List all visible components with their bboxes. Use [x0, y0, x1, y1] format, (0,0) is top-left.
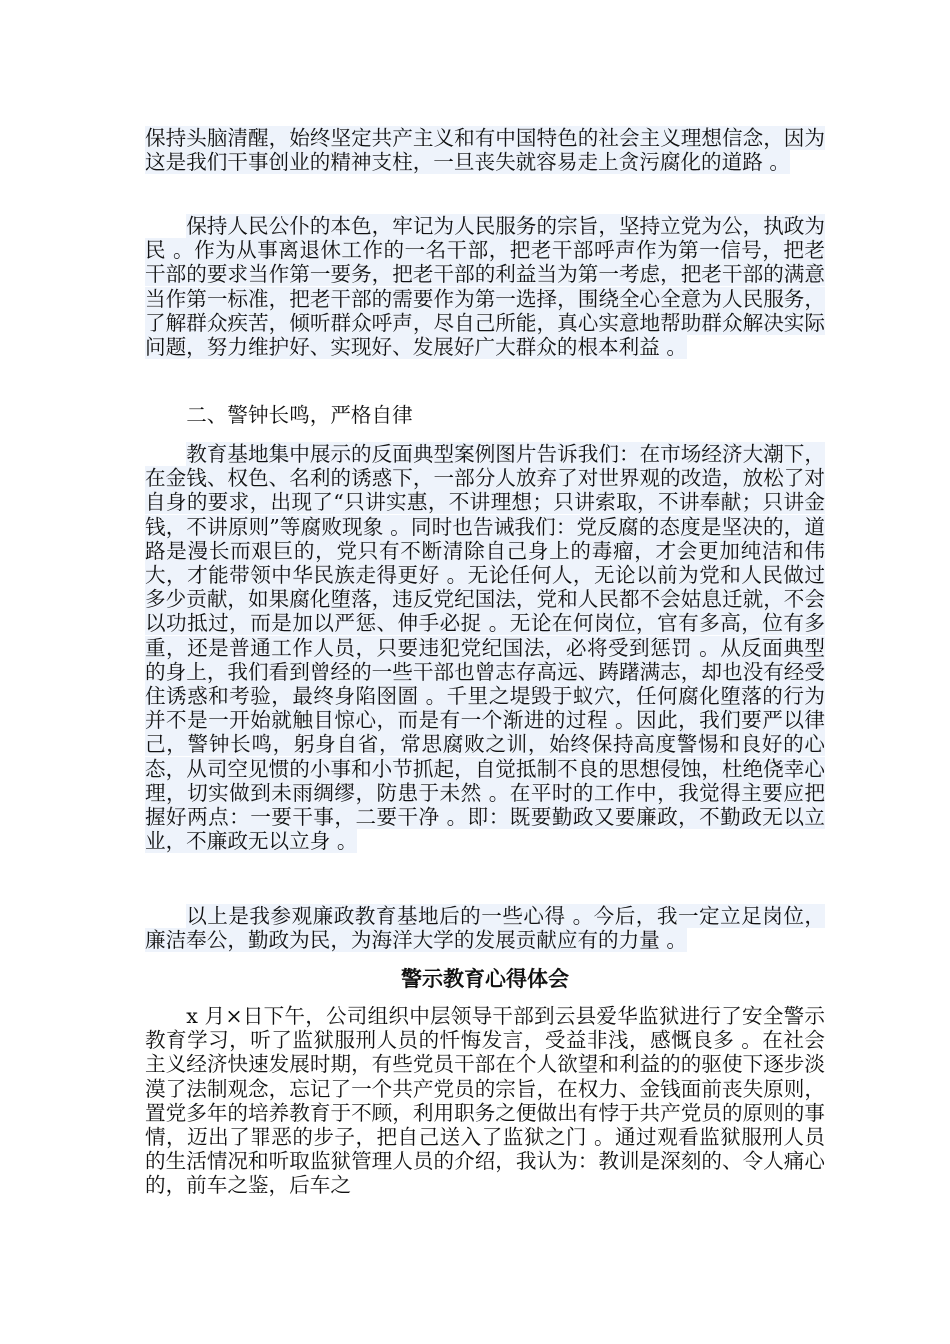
paragraph-text: 保持人民公仆的本色，牢记为人民服务的宗旨，坚持立党为公，执政为民 。作为从事离退休工作的一名干部，把老干部呼声作为第一信号，把老干部的要求当作第一要务，把老干部的利益当为第一考虑，把老干部的满意当作第一标准，把老干部的需要作为第一选择，围绕全心全意为人民服务，了解群众疾苦，倾听群众呼声，尽自己所能，真心实意地帮助群众解决实际问题，努力维护好、实现好、发展好广大群众的根本利益 。 — [145, 214, 825, 360]
paragraph-text: x 月×日下午，公司组织中层领导干部到云县爱华监狱进行了安全警示教育学习，听了监狱服刑人员的忏悔发言，受益非浅，感慨良多 。在社会主义经济快速发展时期，有些党员干部在个人欲望和利益的的驱使下逐步淡漠了法制观念，忘记了一个共产党员的宗旨，在权力、金钱面前丧失原则，置党多年的培养教育于不顾，利用职务之便做出有悖于共产党员的原则的事情，迈出了罪恶的步子，把自己送入了监狱之门 。通过观看监狱服刑人员的生活情况和听取监狱管理人员的介绍，我认为：教训是深刻的、令人痛心的，前车之鉴，后车之 — [145, 1004, 825, 1198]
paragraph — [145, 1004, 825, 1198]
section-heading — [145, 403, 825, 427]
section-heading-text: 二、警钟长鸣，严格自律 — [186, 403, 413, 427]
paragraph-text: 保持头脑清醒，始终坚定共产主义和有中国特色的社会主义理想信念，因为这是我们干事创业的精神支柱，一旦丧失就容易走上贪污腐化的道路 。 — [145, 126, 825, 175]
paragraph — [145, 214, 825, 359]
paragraph — [145, 442, 825, 853]
paragraph-text: 以上是我参观廉政教育基地后的一些心得 。今后，我一定立足岗位，廉洁奉公，勤政为民，为海洋大学的发展贡献应有的力量 。 — [145, 904, 825, 953]
paragraph — [145, 126, 825, 174]
paragraph-text: 教育基地集中展示的反面典型案例图片告诉我们：在市场经济大潮下，在金钱、权色、名利的诱惑下，一部分人放弃了对世界观的改造，放松了对自身的要求，出现了“只讲实惠，不讲理想；只讲索取，不讲奉献；只讲金钱，不讲原则”等腐败现象 。同时也告诫我们：党反腐的态度是坚决的，道路是漫长而艰巨的，党只有不断清除自己身上的毒瘤，才会更加纯洁和伟大，才能带领中华民族走得更好 。无论任何人，无论以前为党和人民做过多少贡献，如果腐化堕落，违反党纪国法，党和人民都不会姑息迁就，不会以功抵过，而是加以严惩、伸手必捉 。无论在何岗位，官有多高，位有多重，还是普通工作人员，只要违犯党纪国法，必将受到惩罚 。从反面典型的身上，我们看到曾经的一些干部也曾志存高远、踌躇满志，却也没有经受住诱惑和考验，最终身陷囹圄 。千里之堤毁于蚁穴，任何腐化堕落的行为并不是一开始就触目惊心，而是有一个渐进的过程 。因此，我们要严以律己，警钟长鸣，躬身自省，常思腐败之训，始终保持高度警惕和良好的心态，从司空见惯的小事和小节抓起，自觉抵制不良的思想侵蚀，杜绝侥幸心理，切实做到未雨绸缪，防患于未然 。在平时的工作中，我觉得主要应把握好两点：一要干事，二要干净 。即：既要勤政又要廉政，不勤政无以立业，不廉政无以立身 。 — [145, 442, 825, 854]
paragraph — [145, 904, 825, 952]
article-title: 警示教育心得体会 — [401, 967, 569, 991]
